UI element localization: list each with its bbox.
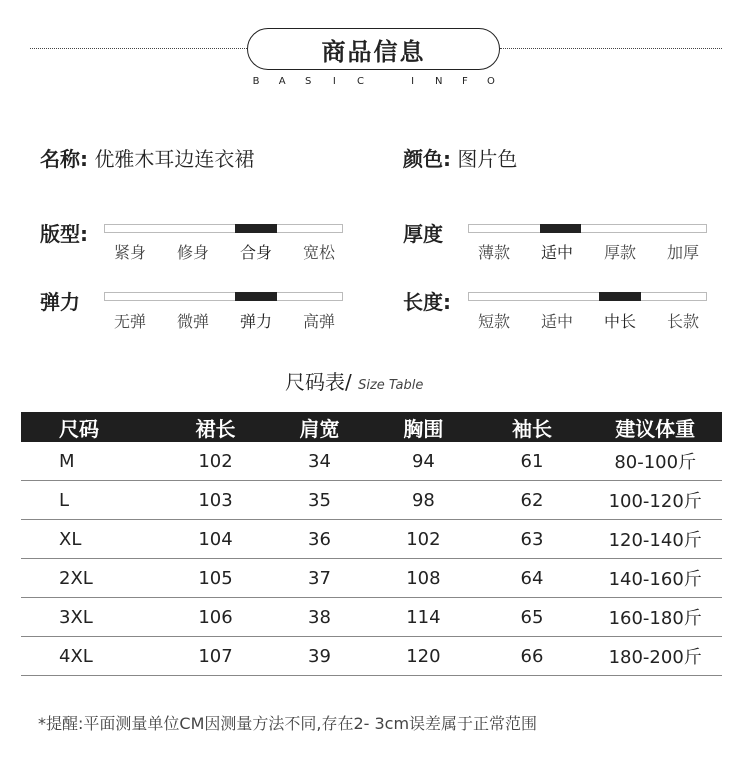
size-table-cell: 34 [268, 442, 372, 481]
attribute-label: 版型: [40, 222, 88, 246]
size-table-cell: 105 [163, 559, 267, 598]
product-name-label: 名称: [40, 147, 88, 171]
size-table-cell: 63 [476, 520, 589, 559]
size-table-header-cell: 胸围 [371, 412, 475, 442]
size-table-title [285, 366, 423, 395]
size-table [21, 412, 722, 676]
size-table-row [21, 637, 722, 676]
size-table-cell: 120-140斤 [588, 520, 722, 559]
subtitle-letter: I [332, 76, 336, 87]
subtitle-letter: S [305, 76, 312, 87]
attribute-option: 紧身 [113, 243, 146, 262]
size-table-cell: 36 [268, 520, 372, 559]
size-table-cell: 100-120斤 [588, 481, 722, 520]
attribute-option: 适中 [540, 312, 573, 331]
size-table-cell: 94 [371, 442, 475, 481]
subtitle-letter: O [487, 76, 495, 87]
attribute-scale-indicator [235, 224, 277, 233]
attribute-option: 高弹 [302, 312, 335, 331]
attribute-option: 薄款 [477, 243, 510, 262]
size-table-cell: 64 [476, 559, 589, 598]
attribute-scale-bar [104, 224, 343, 233]
size-table-cell: 102 [371, 520, 475, 559]
size-table-cell: 80-100斤 [588, 442, 722, 481]
attribute-option: 加厚 [666, 243, 699, 262]
attribute-label: 厚度 [403, 222, 443, 246]
attribute-scale-bar [468, 292, 707, 301]
attribute-option: 无弹 [113, 312, 146, 331]
attribute-option: 修身 [176, 243, 209, 262]
size-table-cell: 65 [476, 598, 589, 637]
attribute-option: 微弹 [176, 312, 209, 331]
subtitle-letter: I [411, 76, 415, 87]
product-color [403, 143, 517, 172]
header-divider-right [500, 48, 722, 49]
subtitle-letter [378, 76, 396, 87]
section-title [247, 28, 500, 70]
attribute-scale-bar [104, 292, 343, 301]
measurement-note: *提醒:平面测量单位CM因测量方法不同,存在2- 3cm误差属于正常范围 [38, 714, 538, 733]
subtitle-letter: B [252, 76, 260, 87]
size-table-cell: 38 [268, 598, 372, 637]
size-table-cell: 160-180斤 [588, 598, 722, 637]
size-table-cell: 98 [371, 481, 475, 520]
size-table-cell: XL [21, 520, 163, 559]
section-subtitle [247, 76, 500, 87]
size-table-cell: 37 [268, 559, 372, 598]
size-table-cell: 35 [268, 481, 372, 520]
size-table-cell: 61 [476, 442, 589, 481]
attribute-scale-indicator [540, 224, 582, 233]
header-divider-left [30, 48, 247, 49]
size-table-header-cell: 肩宽 [268, 412, 372, 442]
size-table-cell: 102 [163, 442, 267, 481]
size-table-cell: 114 [371, 598, 475, 637]
subtitle-letter: C [356, 76, 364, 87]
attribute-scale-indicator [599, 292, 641, 301]
subtitle-letter: F [461, 76, 468, 87]
size-table-cell: 4XL [21, 637, 163, 676]
size-table-cell: 106 [163, 598, 267, 637]
attribute-option: 弹力 [239, 312, 272, 331]
size-table-cell: 66 [476, 637, 589, 676]
size-table-header [21, 412, 722, 442]
attribute-option: 适中 [540, 243, 573, 262]
size-table-title-en: Size Table [358, 378, 424, 393]
size-table-cell: 62 [476, 481, 589, 520]
size-table-cell: 180-200斤 [588, 637, 722, 676]
size-table-header-cell: 尺码 [21, 412, 163, 442]
size-table-cell: 140-160斤 [588, 559, 722, 598]
attribute-option: 合身 [239, 243, 272, 262]
product-color-label: 颜色: [403, 147, 451, 171]
attribute-option: 厚款 [603, 243, 636, 262]
attribute-option: 中长 [603, 312, 636, 331]
attribute-option: 宽松 [302, 243, 335, 262]
size-table-row [21, 442, 722, 481]
size-table-row [21, 520, 722, 559]
size-table-cell: L [21, 481, 163, 520]
attribute-option: 长款 [666, 312, 699, 331]
size-table-cell: 107 [163, 637, 267, 676]
attribute-scale-indicator [235, 292, 277, 301]
size-table-header-cell: 裙长 [163, 412, 267, 442]
subtitle-letter: N [435, 76, 443, 87]
size-table-row [21, 559, 722, 598]
attribute-label: 长度: [403, 290, 451, 314]
size-table-row [21, 598, 722, 637]
size-table-cell: 3XL [21, 598, 163, 637]
section-title-text: 商品信息 [321, 37, 426, 66]
attribute-label: 弹力 [40, 290, 80, 314]
size-table-title-cn: 尺码表/ [285, 370, 352, 394]
size-table-body [21, 442, 722, 676]
product-name-value: 优雅木耳边连衣裙 [94, 147, 255, 171]
size-table-row [21, 481, 722, 520]
product-color-value: 图片色 [457, 147, 518, 171]
size-table-header-cell: 建议体重 [588, 412, 722, 442]
size-table-cell: 103 [163, 481, 267, 520]
attribute-scale-bar [468, 224, 707, 233]
size-table-cell: 104 [163, 520, 267, 559]
size-table-cell: 2XL [21, 559, 163, 598]
product-name [40, 143, 254, 172]
size-table-cell: 120 [371, 637, 475, 676]
attribute-option: 短款 [477, 312, 510, 331]
size-table-cell: M [21, 442, 163, 481]
size-table-cell: 39 [268, 637, 372, 676]
size-table-header-cell: 袖长 [476, 412, 589, 442]
subtitle-letter: A [278, 76, 286, 87]
size-table-cell: 108 [371, 559, 475, 598]
